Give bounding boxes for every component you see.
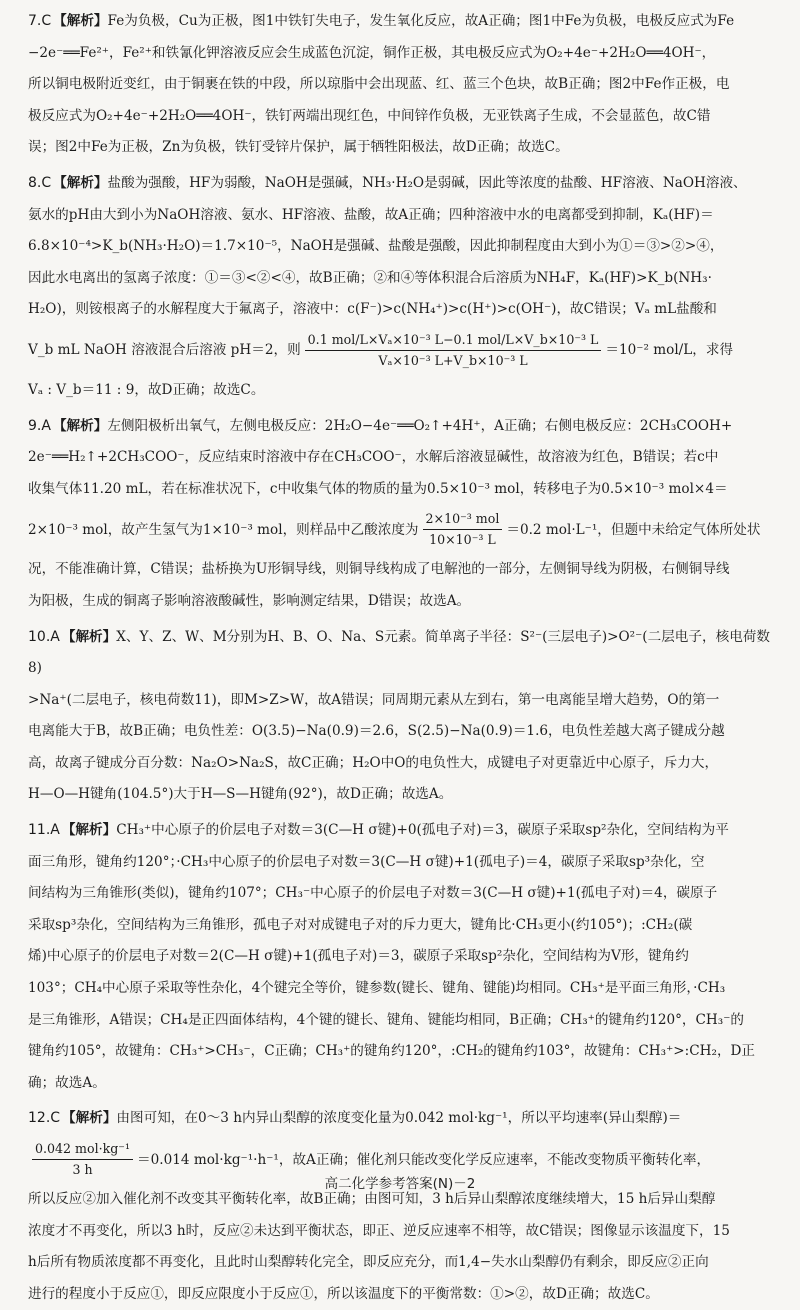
answer-line: 是三角锥形，A错误；CH₄是正四面体结构，4个键的键长、键角、键能均相同，B正确；CH₃⁺的键角约120°，CH₃⁻的 [28,1011,745,1028]
fraction [305,330,602,371]
answer-line: H—O—H键角(104.5°)大于H—S—H键角(92°)，故D正确；故选A。 [28,786,453,803]
formula-line [28,505,770,554]
fraction [423,509,503,550]
answer-item [28,411,770,618]
formula-line [28,326,770,375]
answer-line: 收集气体11.20 mL，若在标准状况下，c中收集气体的物质的量为0.5×10⁻³ mol，转移电子为0.5×10⁻³ mol×4＝ [28,480,728,497]
formula-suffix: ＝0.014 mol·kg⁻¹·h⁻¹，故A正确；催化剂只能改变化学反应速率，不能改变物质平衡转化率， [137,1151,711,1168]
answer-line: 极反应式为O₂+4e⁻+2H₂O══4OH⁻，铁钉两端出现红色，中间锌作负极，无亚铁离子生成，不会显蓝色，故C错 [28,107,711,124]
answer-line: 12.C 【解析】由图可知，在0～3 h内异山梨醇的浓度变化量为0.042 mol·kg⁻¹，所以平均速率(异山梨醇)＝ [28,1110,682,1127]
analysis-tag: 【解析】 [52,417,108,434]
answer-line: 2e⁻══H₂↑+2CH₃COO⁻，反应结束时溶液中存在CH₃COO⁻，水解后溶液显碱性，故溶液为红色，B错误；若c中 [28,449,719,466]
answer-line: 电离能大于B，故B正确；电负性差：O(3.5)−Na(0.9)＝2.6，S(2.5)−Na(0.9)＝1.6，电负性差越大离子键成分越 [28,723,725,740]
fraction-denominator: 3 h [72,1162,93,1177]
answer-item [28,168,770,407]
answer-line: 氨水的pH由大到小为NaOH溶液、氨水、HF溶液、盐酸，故A正确；四种溶液中水的电离都受到抑制，Kₐ(HF)＝ [28,206,714,223]
answer-line: 6.8×10⁻⁴>K_b(NH₃·H₂O)＝1.7×10⁻⁵，NaOH是强碱、盐酸是强酸，因此抑制程度由大到小为①＝③>②>④， [28,238,724,255]
answer-line: 11.A 【解析】CH₃⁺中心原子的价层电子对数＝3(C—H σ键)+0(孤电子对)＝3，碳原子采取sp²杂化，空间结构为平 [28,822,729,839]
question-number: 12.C [28,1110,61,1127]
answer-line: >Na⁺(二层电子，核电荷数11)，即M>Z>W，故A错误；同周期元素从左到右，第一电离能呈增大趋势，O的第一 [28,691,720,708]
answer-item [28,815,770,1099]
analysis-tag: 【解析】 [53,13,108,29]
answer-line: 所以反应②加入催化剂不改变其平衡转化率，故B正确；由图可知，3 h后异山梨醇浓度继续增大，15 h后异山梨醇 [28,1191,716,1207]
answer-line: 间结构为三角锥形(类似)，键角约107°；CH₃⁻中心原子的价层电子对数＝3(C—H σ键)+1(孤电子对)＝4，碳原子 [28,885,718,902]
answer-line: 况，不能准确计算，C错误；盐桥换为U形铜导线，则铜导线构成了电解池的一部分，左侧铜导线为阴极，右侧铜导线 [28,561,730,578]
analysis-tag: 【解析】 [53,174,108,191]
fraction-numerator: 0.1 mol/L×Vₐ×10⁻³ L−0.1 mol/L×V_b×10⁻³ L [305,330,602,351]
formula-prefix: 2×10⁻³ mol，故产生氢气为1×10⁻³ mol，则样品中乙酸浓度为 [28,521,419,538]
answer-line: 键角约105°，故键角：CH₃⁺>CH₃⁻，C正确；CH₃⁺的键角约120°，:CH₂的键角约103°，故键角：CH₃⁺>:CH₂，D正 [28,1043,756,1060]
answer-line: 高，故离子键成分百分数：Na₂O>Na₂S，故C正确；H₂O中O的电负性大，成键电子对更靠近中心原子，斥力大， [28,754,719,771]
question-number: 9.A [28,417,51,434]
page-footer: 高二化学参考答案(N)－2 [324,1176,476,1192]
answer-line: 10.A 【解析】X、Y、Z、W、M分别为H、B、O、Na、S元素。简单离子半径：S²⁻(三层电子)>O²⁻(二层电子，核电荷数8) [28,628,770,677]
analysis-tag: 【解析】 [61,628,117,645]
answer-line: 烯)中心原子的价层电子对数＝2(C—H σ键)+1(孤电子对)＝3，碳原子采取sp²杂化，空间结构为V形，键角约 [28,948,689,965]
answer-line: 为阳极，生成的铜离子影响溶液酸碱性，影响测定结果，D错误；故选A。 [28,592,471,609]
answer-line: 因此水电离出的氢离子浓度：①＝③<②<④，故B正确；②和④等体积混合后溶质为NH₄F，Kₐ(HF)>K_b(NH₃· [28,269,712,286]
answer-line: 误；图2中Fe为正极，Zn为负极，铁钉受锌片保护，属于牺牲阳极法，故D正确；故选C。 [28,139,569,156]
answer-line: 面三角形，键角约120°；·CH₃中心原子的价层电子对数＝3(C—H σ键)+1(孤电子)＝4，碳原子采取sp³杂化，空 [28,853,705,870]
answer-line: h后所有物质浓度都不再变化，且此时山梨醇转化完全，即反应充分，而1,4−失水山梨醇仍有剩余，即反应②正向 [28,1254,709,1271]
formula-suffix: ＝10⁻² mol/L，求得 [605,342,734,359]
answer-line: 采取sp³杂化，空间结构为三角锥形，孤电子对对成键电子对的斥力更大，键角比·CH₃更小(约105°)；:CH₂(碳 [28,916,693,933]
question-number: 8.C [28,174,52,191]
fraction-denominator: Vₐ×10⁻³ L+V_b×10⁻³ L [378,352,528,368]
answer-line: −2e⁻══Fe²⁺，Fe²⁺和铁氰化钾溶液反应会生成蓝色沉淀，铜作正极，其电极反应式为O₂+4e⁻+2H₂O══4OH⁻， [28,44,716,61]
answer-line: 浓度才不再变化，所以3 h时，反应②未达到平衡状态，即正、逆反应速率不相等，故C错误；图像显示该温度下，15 [28,1222,730,1239]
answer-line: 7.C 【解析】Fe为负极，Cu为正极，图1中铁钉失电子，发生氧化反应，故A正确；图1中Fe为负极，电极反应式为Fe [28,13,735,29]
answer-line: Vₐ : V_b＝11 : 9，故D正确；故选C。 [28,381,265,398]
answer-list [28,6,770,1310]
question-number: 7.C [28,13,52,29]
fraction-numerator: 0.042 mol·kg⁻¹ [32,1139,133,1160]
formula-suffix: ＝0.2 mol·L⁻¹，但题中未给定气体所处状 [506,521,761,538]
answer-item [28,622,770,812]
fraction-denominator: 10×10⁻³ L [429,532,496,548]
question-number: 11.A [28,822,60,839]
answer-line: 确；故选A。 [28,1074,106,1091]
answer-line: 所以铜电极附近变红，由于铜裹在铁的中段，所以琼脂中会出现蓝、红、蓝三个色块，故B正确；图2中Fe作正极，电 [28,76,730,93]
analysis-tag: 【解析】 [61,822,117,839]
answer-line: 103°；CH₄中心原子采取等性杂化，4个键完全等价，键参数(键长、键角、键能)均相同。CH₃⁺是平面三角形，·CH₃ [28,980,726,997]
answer-line: 9.A 【解析】左侧阳极析出氧气，左侧电极反应：2H₂O−4e⁻══O₂↑+4H⁺，A正确；右侧电极反应：2CH₃COOH+ [28,417,733,434]
analysis-tag: 【解析】 [62,1110,117,1127]
fraction-numerator: 2×10⁻³ mol [423,509,503,530]
answer-line: 进行的程度小于反应①，即反应限度小于反应①，所以该温度下的平衡常数：①>②，故D正确；故选C。 [28,1285,659,1302]
answer-line: 8.C 【解析】盐酸为强酸，HF为弱酸，NaOH是强碱，NH₃·H₂O是弱碱，因此等浓度的盐酸、HF溶液、NaOH溶液、 [28,174,747,191]
answer-line: H₂O)，则铵根离子的水解程度大于氟离子，溶液中：c(F⁻)>c(NH₄⁺)>c(H⁺)>c(OH⁻)，故C错误；Vₐ mL盐酸和 [28,301,717,318]
formula-prefix: V_b mL NaOH 溶液混合后溶液 pH＝2，则 [28,342,301,359]
answer-item [28,6,770,164]
question-number: 10.A [28,628,60,645]
